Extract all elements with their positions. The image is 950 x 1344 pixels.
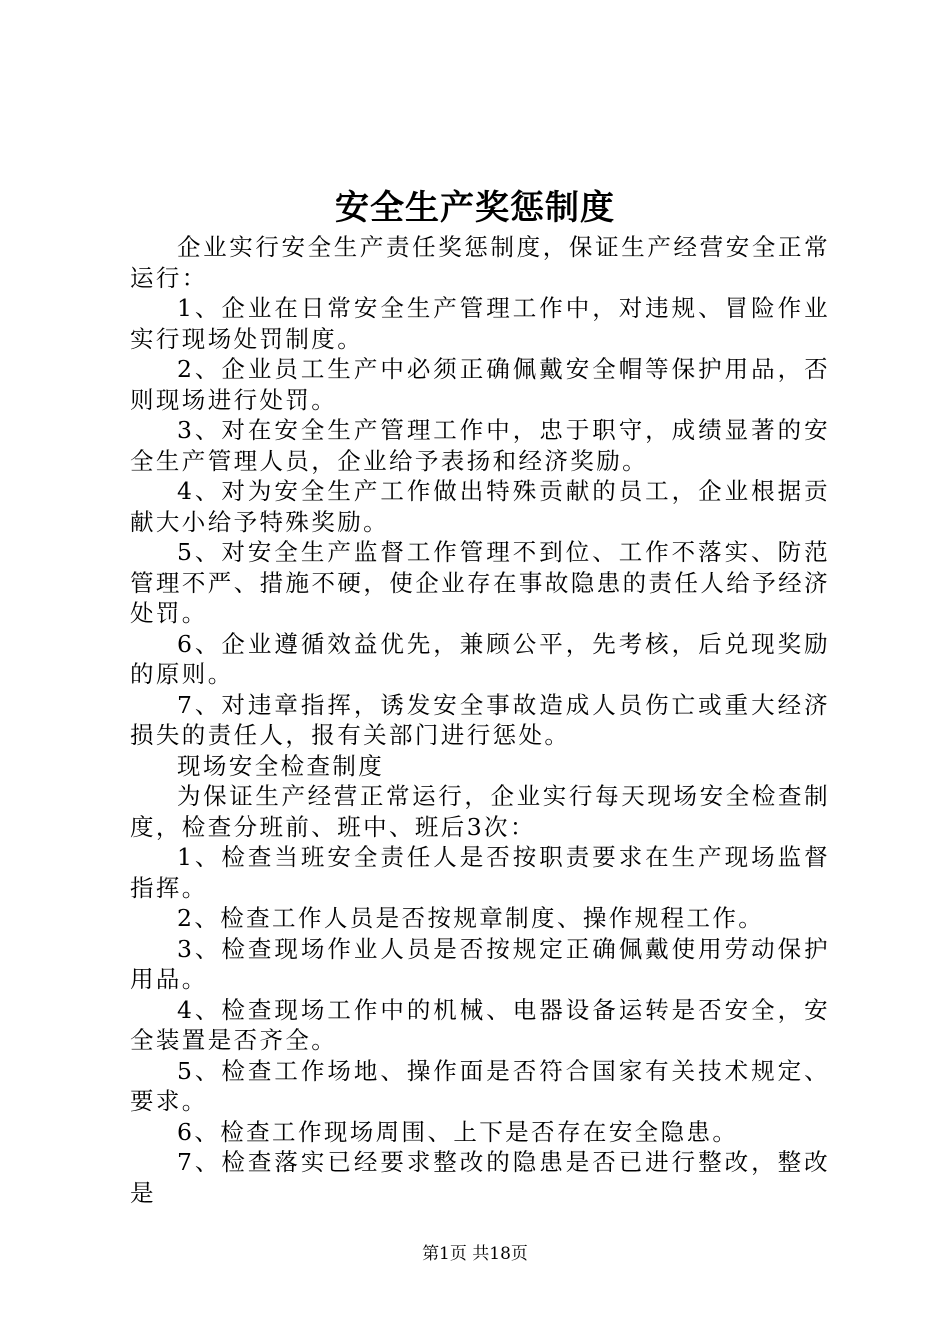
paragraph-item: 4、检查现场工作中的机械、电器设备运转是否安全，安全装置是否齐全。: [130, 995, 830, 1054]
page-footer: 第1页 共18页: [422, 1244, 528, 1264]
paragraph-item: 6、企业遵循效益优先，兼顾公平，先考核，后兑现奖励的原则。: [130, 629, 830, 688]
paragraph-item: 5、对安全生产监督工作管理不到位、工作不落实、防范管理不严、措施不硬，使企业存在事故隐患的责任人给予经济处罚。: [130, 538, 830, 627]
paragraph-item: 2、企业员工生产中必须正确佩戴安全帽等保护用品，否则现场进行处罚。: [130, 355, 830, 414]
document-body: [130, 232, 830, 1208]
document-title: 安全生产奖惩制度: [335, 188, 615, 228]
paragraph-item: 2、检查工作人员是否按规章制度、操作规程工作。: [177, 904, 765, 932]
section-heading: 现场安全检查制度: [177, 751, 385, 780]
paragraph-item: 4、对为安全生产工作做出特殊贡献的员工，企业根据贡献大小给予特殊奖励。: [130, 477, 830, 536]
paragraph-intro: 企业实行安全生产责任奖惩制度，保证生产经营安全正常运行：: [130, 233, 830, 292]
paragraph-item: 5、检查工作场地、操作面是否符合国家有关技术规定、要求。: [130, 1056, 830, 1115]
paragraph-item: 3、对在安全生产管理工作中，忠于职守，成绩显著的安全生产管理人员，企业给予表扬和经济奖励。: [130, 416, 830, 475]
paragraph-item: 6、检查工作现场周围、上下是否存在安全隐患。: [177, 1117, 739, 1146]
paragraph-item: 7、检查落实已经要求整改的隐患是否已进行整改，整改是: [130, 1148, 830, 1207]
paragraph-item: 1、检查当班安全责任人是否按职责要求在生产现场监督指挥。: [130, 843, 830, 902]
paragraph-item: 7、对违章指挥，诱发安全事故造成人员伤亡或重大经济损失的责任人，报有关部门进行惩处。: [130, 690, 830, 749]
paragraph-item: 3、检查现场作业人员是否按规定正确佩戴使用劳动保护用品。: [130, 934, 830, 993]
paragraph-intro: 为保证生产经营正常运行，企业实行每天现场安全检查制度，检查分班前、班中、班后3次：: [130, 782, 830, 841]
paragraph-item: 1、企业在日常安全生产管理工作中，对违规、冒险作业实行现场处罚制度。: [130, 294, 830, 353]
